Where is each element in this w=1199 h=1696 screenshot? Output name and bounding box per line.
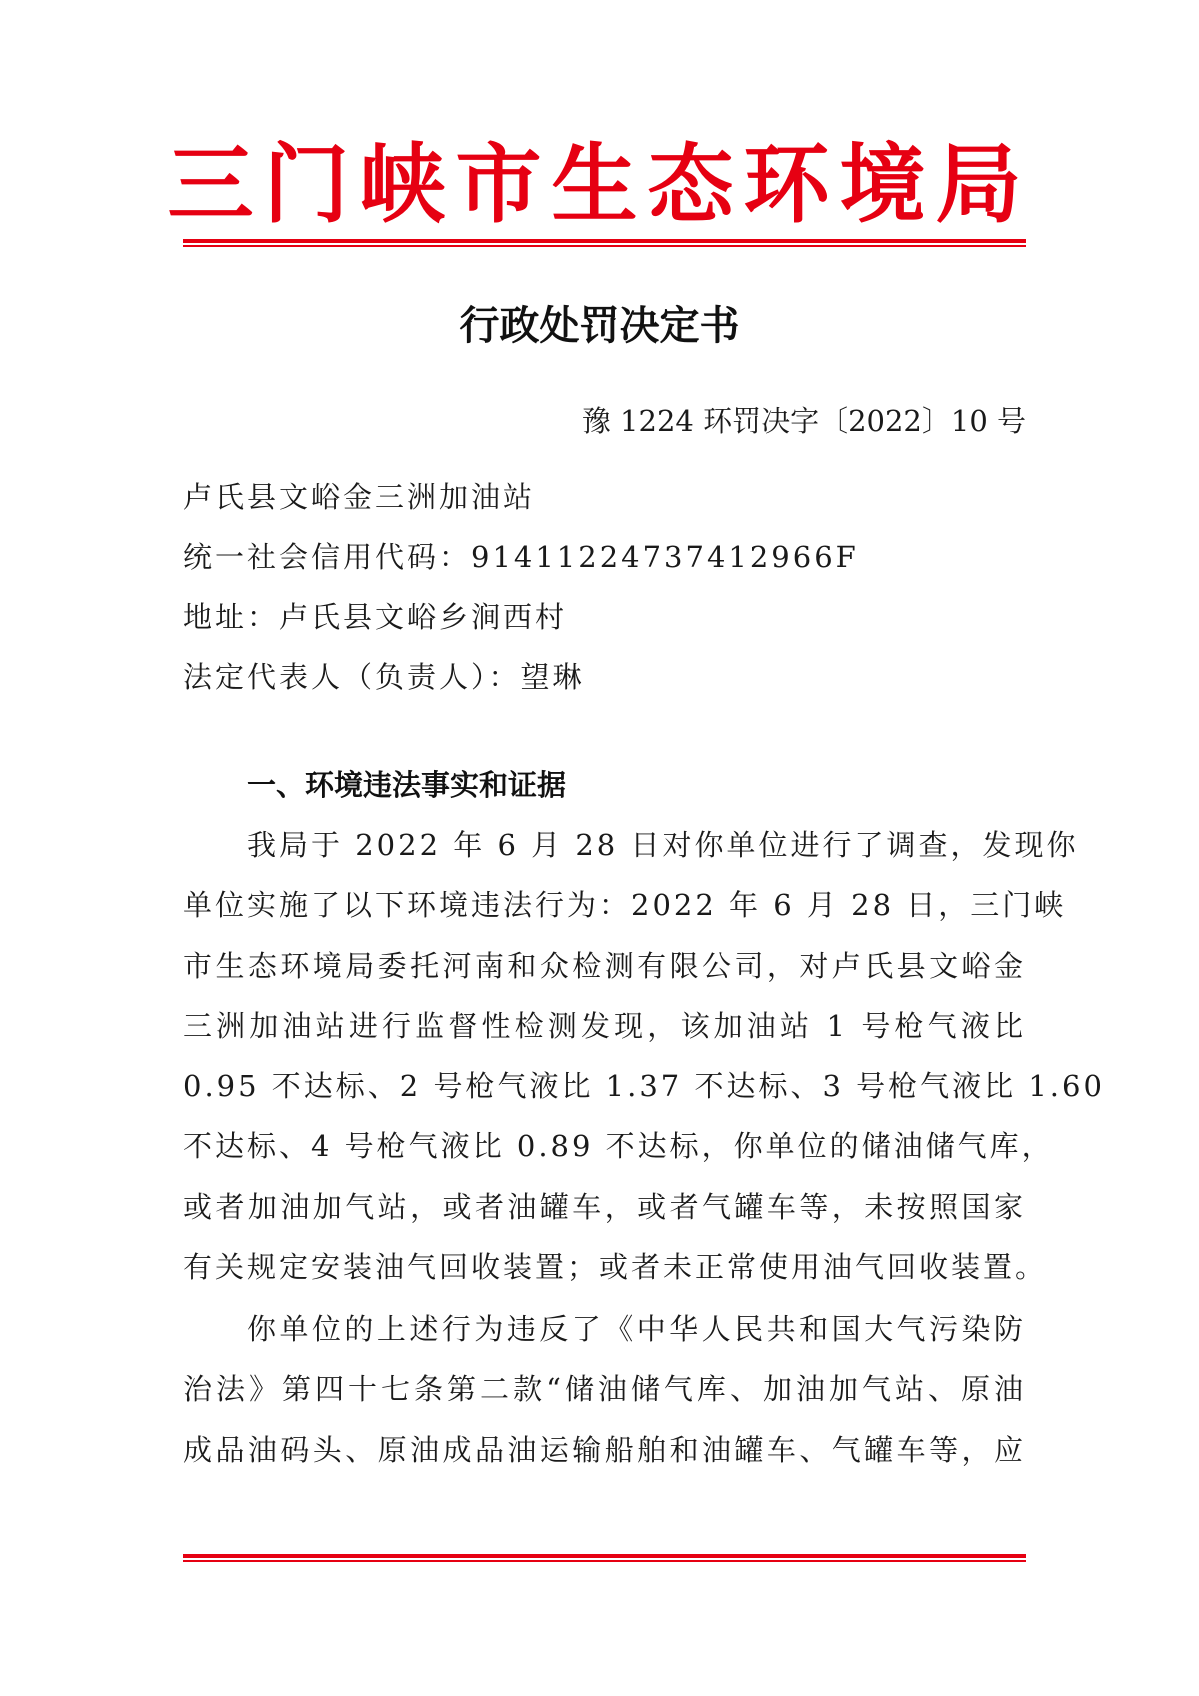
document-title: 行政处罚决定书: [459, 303, 740, 349]
body-paragraph-line: 单位实施了以下环境违法行为：2022 年 6 月 28 日，三门峡: [183, 888, 1067, 922]
divider-thin-line: [183, 1560, 1026, 1562]
issuing-authority-masthead: 三门峡市生态环境局: [167, 134, 1032, 235]
body-paragraph-line: 或者加油加气站，或者油罐车，或者气罐车等，未按照国家: [183, 1190, 1026, 1224]
body-paragraph-line: 成品油码头、原油成品油运输船舶和油罐车、气罐车等，应: [183, 1433, 1026, 1467]
body-paragraph-line: 市生态环境局委托河南和众检测有限公司，对卢氏县文峪金: [183, 949, 1026, 983]
divider-thin-line: [183, 245, 1026, 247]
body-paragraph-line: 我局于 2022 年 6 月 28 日对你单位进行了调查，发现你: [247, 828, 1079, 862]
credit-code-line: 统一社会信用代码：91411224737412966F: [183, 540, 859, 574]
body-paragraph-line: 你单位的上述行为违反了《中华人民共和国大气污染防: [247, 1312, 1026, 1346]
divider-thick-line: [183, 1554, 1026, 1558]
divider-thick-line: [183, 239, 1026, 243]
body-paragraph-line: 三洲加油站进行监督性检测发现，该加油站 1 号枪气液比: [183, 1009, 1026, 1043]
footer-red-divider: [183, 1554, 1026, 1562]
party-name: 卢氏县文峪金三洲加油站: [183, 480, 536, 514]
body-paragraph-line: 有关规定安装油气回收装置；或者未正常使用油气回收装置。: [183, 1250, 1048, 1284]
masthead-red-divider: [183, 239, 1026, 247]
section-heading: 一、环境违法事实和证据: [247, 768, 567, 802]
body-paragraph-line: 0.95 不达标、2 号枪气液比 1.37 不达标、3 号枪气液比 1.60: [183, 1069, 1105, 1103]
address-line: 地址：卢氏县文峪乡涧西村: [183, 600, 568, 634]
body-paragraph-line: 不达标、4 号枪气液比 0.89 不达标，你单位的储油储气库，: [183, 1129, 1054, 1163]
representative-line: 法定代表人（负责人）：望琳: [183, 660, 585, 694]
document-number: 豫 1224 环罚决字〔2022〕10 号: [581, 404, 1026, 438]
body-paragraph-line: 治法》第四十七条第二款“储油储气库、加油加气站、原油: [183, 1372, 1026, 1406]
